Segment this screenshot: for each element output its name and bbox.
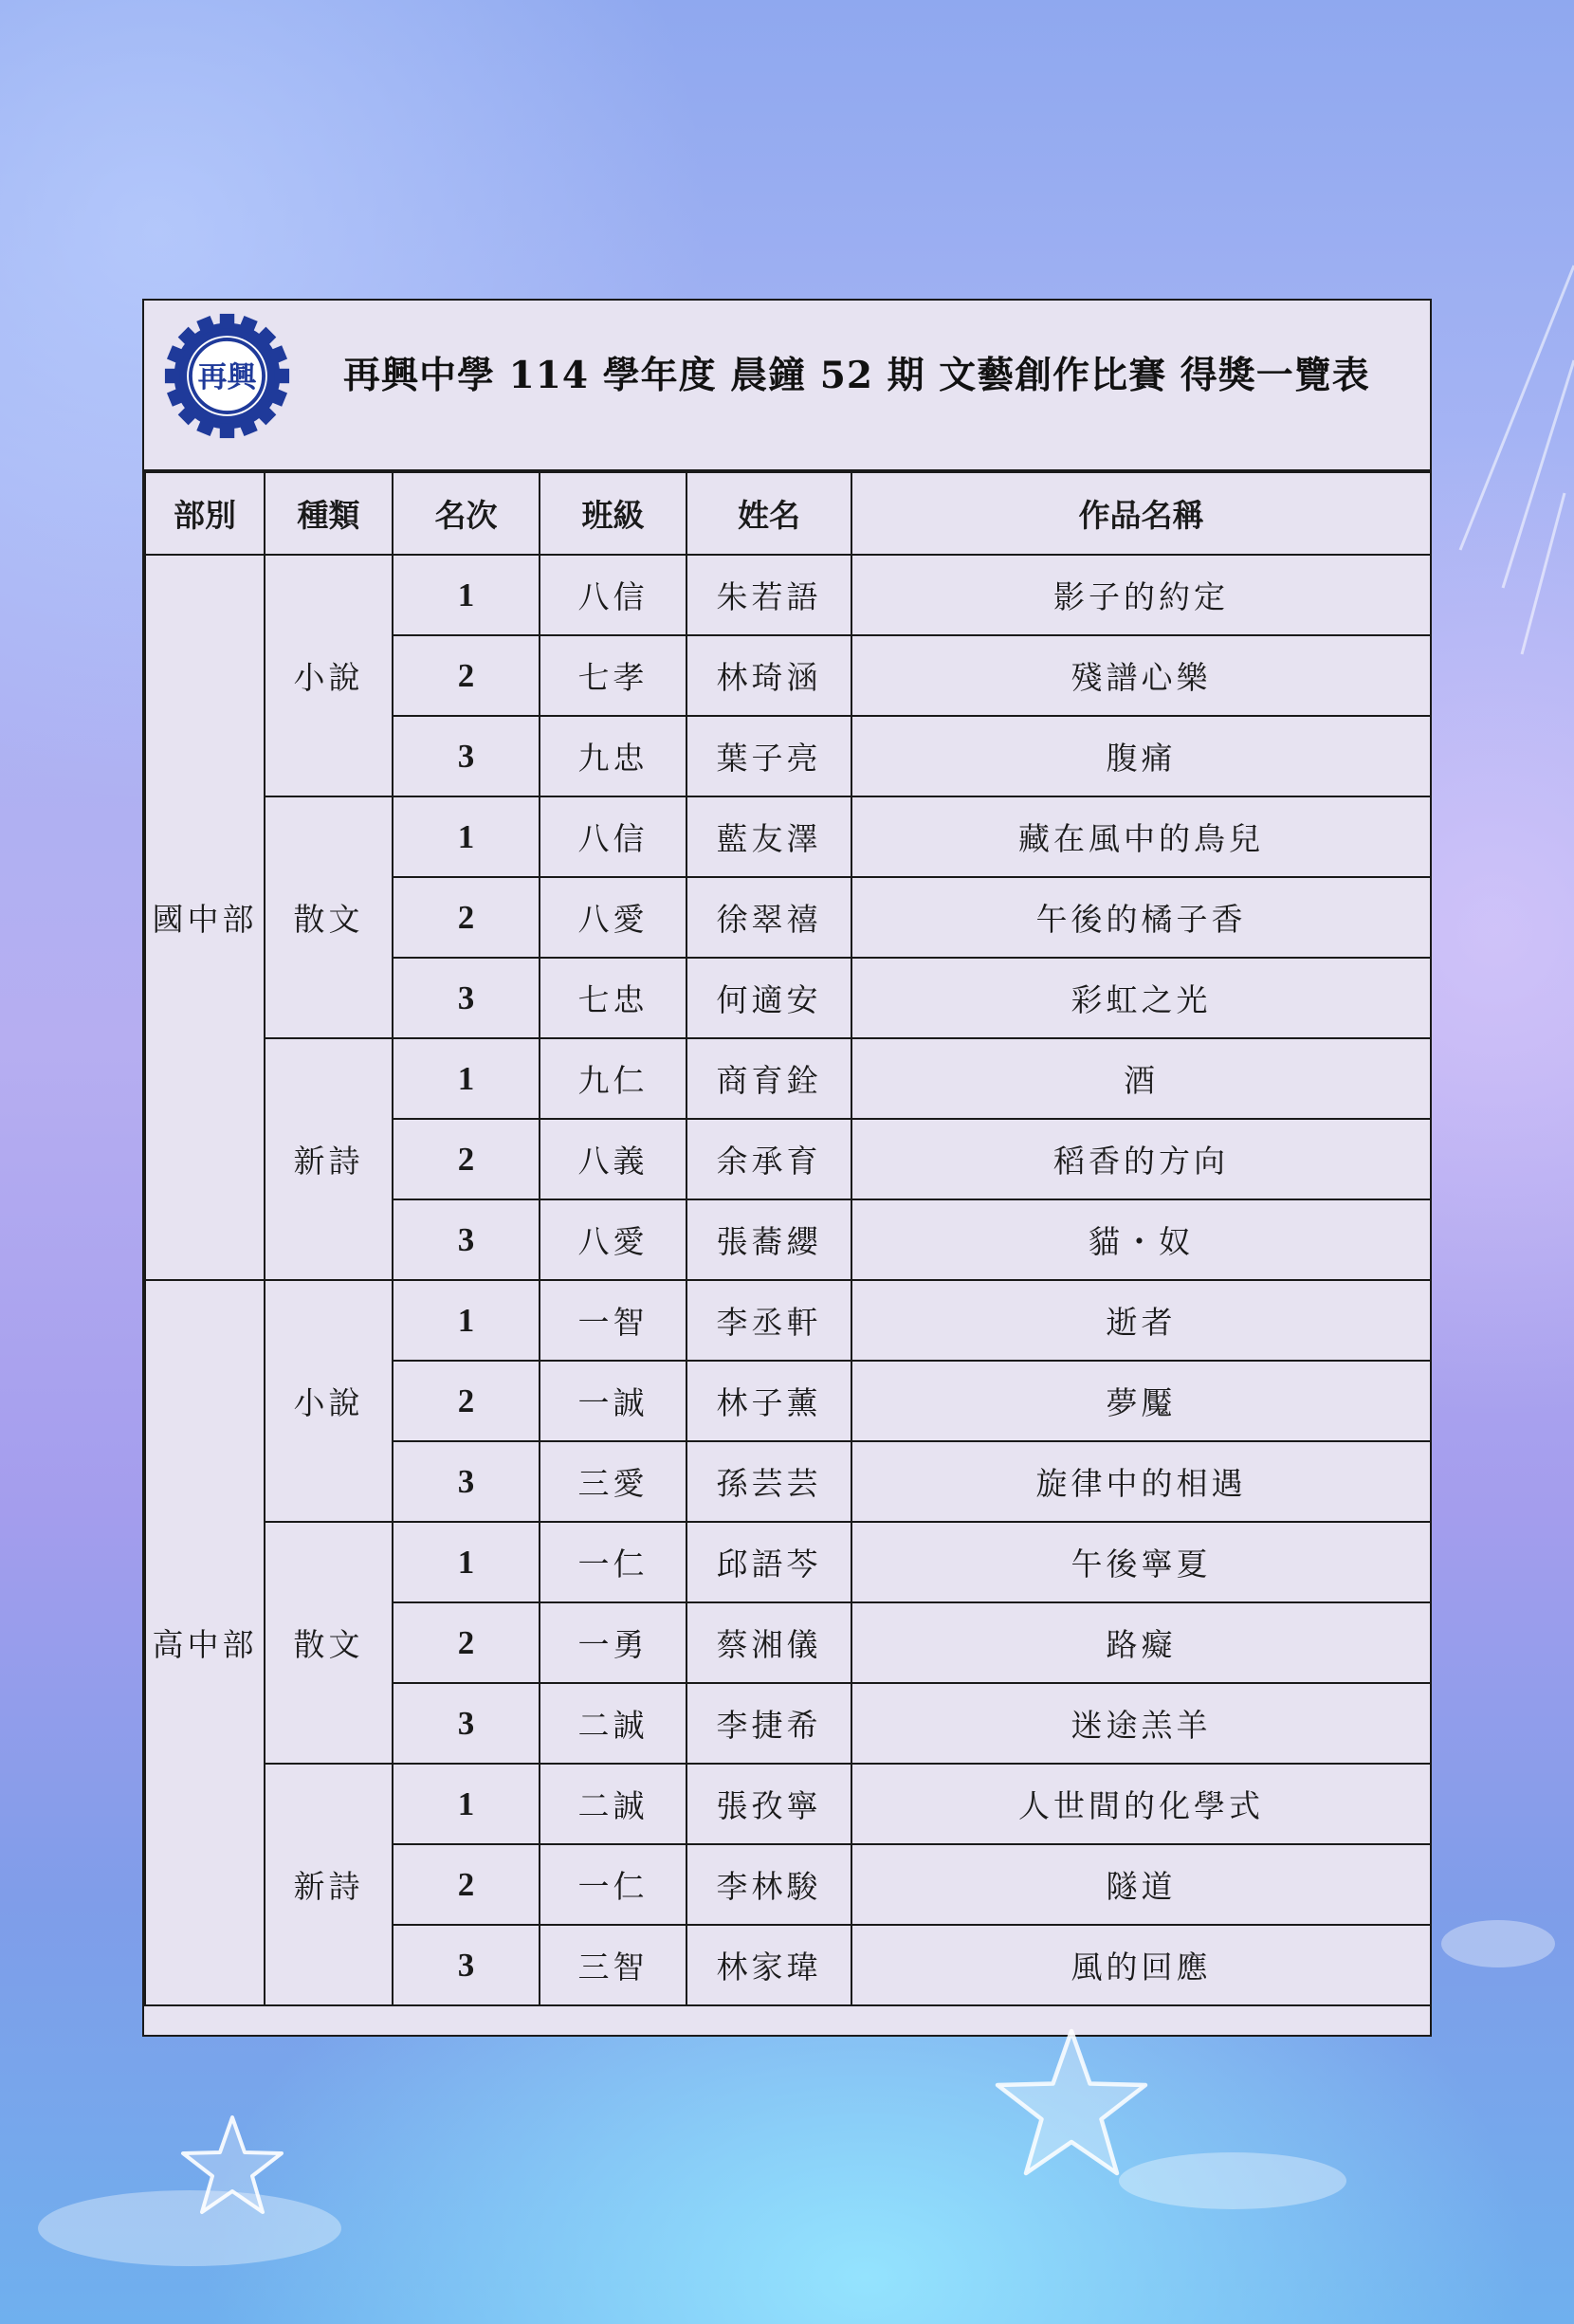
- work-title-cell: 藏在風中的鳥兒: [851, 796, 1431, 877]
- student-name-cell: 李捷希: [686, 1683, 851, 1764]
- star-decoration-left: [175, 2110, 289, 2223]
- table-row: [145, 555, 1431, 635]
- star-decoration-right: [986, 2020, 1157, 2190]
- class-cell: 八信: [540, 555, 686, 635]
- student-name-cell: 徐翠禧: [686, 877, 851, 958]
- header-rank: 名次: [393, 472, 540, 555]
- logo-text: 再興: [197, 360, 257, 395]
- rank-cell: 3: [393, 716, 540, 796]
- work-title-cell: 午後寧夏: [851, 1522, 1431, 1602]
- rank-cell: 3: [393, 1683, 540, 1764]
- table-row: [145, 796, 1431, 877]
- class-cell: 一智: [540, 1280, 686, 1361]
- page-title: 再興中學 114 學年度 晨鐘 52 期 文藝創作比賽 得獎一覽表: [343, 354, 1370, 397]
- class-cell: 三智: [540, 1925, 686, 2005]
- class-cell: 三愛: [540, 1441, 686, 1522]
- work-title-cell: 酒: [851, 1038, 1431, 1119]
- header-class: 班級: [540, 472, 686, 555]
- division-cell: 國中部: [145, 555, 265, 1280]
- work-title-cell: 風的回應: [851, 1925, 1431, 2005]
- work-title-cell: 午後的橘子香: [851, 877, 1431, 958]
- rank-cell: 2: [393, 635, 540, 716]
- student-name-cell: 林琦涵: [686, 635, 851, 716]
- student-name-cell: 林子薰: [686, 1361, 851, 1441]
- category-cell: 小說: [265, 555, 393, 796]
- header-name: 姓名: [686, 472, 851, 555]
- rank-cell: 3: [393, 1199, 540, 1280]
- rank-cell: 2: [393, 877, 540, 958]
- student-name-cell: 張蕎纓: [686, 1199, 851, 1280]
- class-cell: 二誠: [540, 1764, 686, 1844]
- division-cell: 高中部: [145, 1280, 265, 2005]
- student-name-cell: 葉子亮: [686, 716, 851, 796]
- rank-cell: 1: [393, 1764, 540, 1844]
- rank-cell: 3: [393, 1441, 540, 1522]
- rank-cell: 2: [393, 1602, 540, 1683]
- work-title-cell: 貓・奴: [851, 1199, 1431, 1280]
- rank-cell: 1: [393, 796, 540, 877]
- work-title-cell: 影子的約定: [851, 555, 1431, 635]
- student-name-cell: 余承育: [686, 1119, 851, 1199]
- class-cell: 八義: [540, 1119, 686, 1199]
- work-title-cell: 彩虹之光: [851, 958, 1431, 1038]
- rank-cell: 1: [393, 1280, 540, 1361]
- school-logo: [163, 312, 291, 440]
- category-cell: 散文: [265, 796, 393, 1038]
- class-cell: 一勇: [540, 1602, 686, 1683]
- student-name-cell: 蔡湘儀: [686, 1602, 851, 1683]
- student-name-cell: 何適安: [686, 958, 851, 1038]
- work-title-cell: 旋律中的相遇: [851, 1441, 1431, 1522]
- work-title-cell: 稻香的方向: [851, 1119, 1431, 1199]
- work-title-cell: 夢魘: [851, 1361, 1431, 1441]
- rank-cell: 1: [393, 1522, 540, 1602]
- student-name-cell: 林家瑋: [686, 1925, 851, 2005]
- rank-cell: 1: [393, 555, 540, 635]
- category-cell: 新詩: [265, 1038, 393, 1280]
- header-work-title: 作品名稱: [851, 472, 1431, 555]
- header-row: [145, 472, 1431, 555]
- class-cell: 二誠: [540, 1683, 686, 1764]
- table-row: [145, 1522, 1431, 1602]
- rank-cell: 3: [393, 1925, 540, 2005]
- class-cell: 一誠: [540, 1361, 686, 1441]
- awards-table: [144, 471, 1432, 2006]
- work-title-cell: 逝者: [851, 1280, 1431, 1361]
- class-cell: 八愛: [540, 1199, 686, 1280]
- rank-cell: 2: [393, 1844, 540, 1925]
- class-cell: 七孝: [540, 635, 686, 716]
- student-name-cell: 邱語芩: [686, 1522, 851, 1602]
- class-cell: 八愛: [540, 877, 686, 958]
- student-name-cell: 孫芸芸: [686, 1441, 851, 1522]
- class-cell: 七忠: [540, 958, 686, 1038]
- student-name-cell: 藍友澤: [686, 796, 851, 877]
- class-cell: 八信: [540, 796, 686, 877]
- class-cell: 一仁: [540, 1522, 686, 1602]
- student-name-cell: 李丞軒: [686, 1280, 851, 1361]
- work-title-cell: 人世間的化學式: [851, 1764, 1431, 1844]
- student-name-cell: 商育銓: [686, 1038, 851, 1119]
- category-cell: 新詩: [265, 1764, 393, 2005]
- category-cell: 小說: [265, 1280, 393, 1522]
- work-title-cell: 路癡: [851, 1602, 1431, 1683]
- work-title-cell: 殘譜心樂: [851, 635, 1431, 716]
- table-row: [145, 1764, 1431, 1844]
- student-name-cell: 李林駿: [686, 1844, 851, 1925]
- category-cell: 散文: [265, 1522, 393, 1764]
- rank-cell: 2: [393, 1119, 540, 1199]
- header-division: 部別: [145, 472, 265, 555]
- work-title-cell: 腹痛: [851, 716, 1431, 796]
- header-category: 種類: [265, 472, 393, 555]
- class-cell: 九仁: [540, 1038, 686, 1119]
- work-title-cell: 隧道: [851, 1844, 1431, 1925]
- student-name-cell: 張孜寧: [686, 1764, 851, 1844]
- work-title-cell: 迷途羔羊: [851, 1683, 1431, 1764]
- rank-cell: 2: [393, 1361, 540, 1441]
- table-row: [145, 1038, 1431, 1119]
- awards-card: [142, 299, 1432, 2037]
- student-name-cell: 朱若語: [686, 555, 851, 635]
- class-cell: 一仁: [540, 1844, 686, 1925]
- class-cell: 九忠: [540, 716, 686, 796]
- rank-cell: 3: [393, 958, 540, 1038]
- title-row: [144, 301, 1430, 471]
- table-row: [145, 1280, 1431, 1361]
- rank-cell: 1: [393, 1038, 540, 1119]
